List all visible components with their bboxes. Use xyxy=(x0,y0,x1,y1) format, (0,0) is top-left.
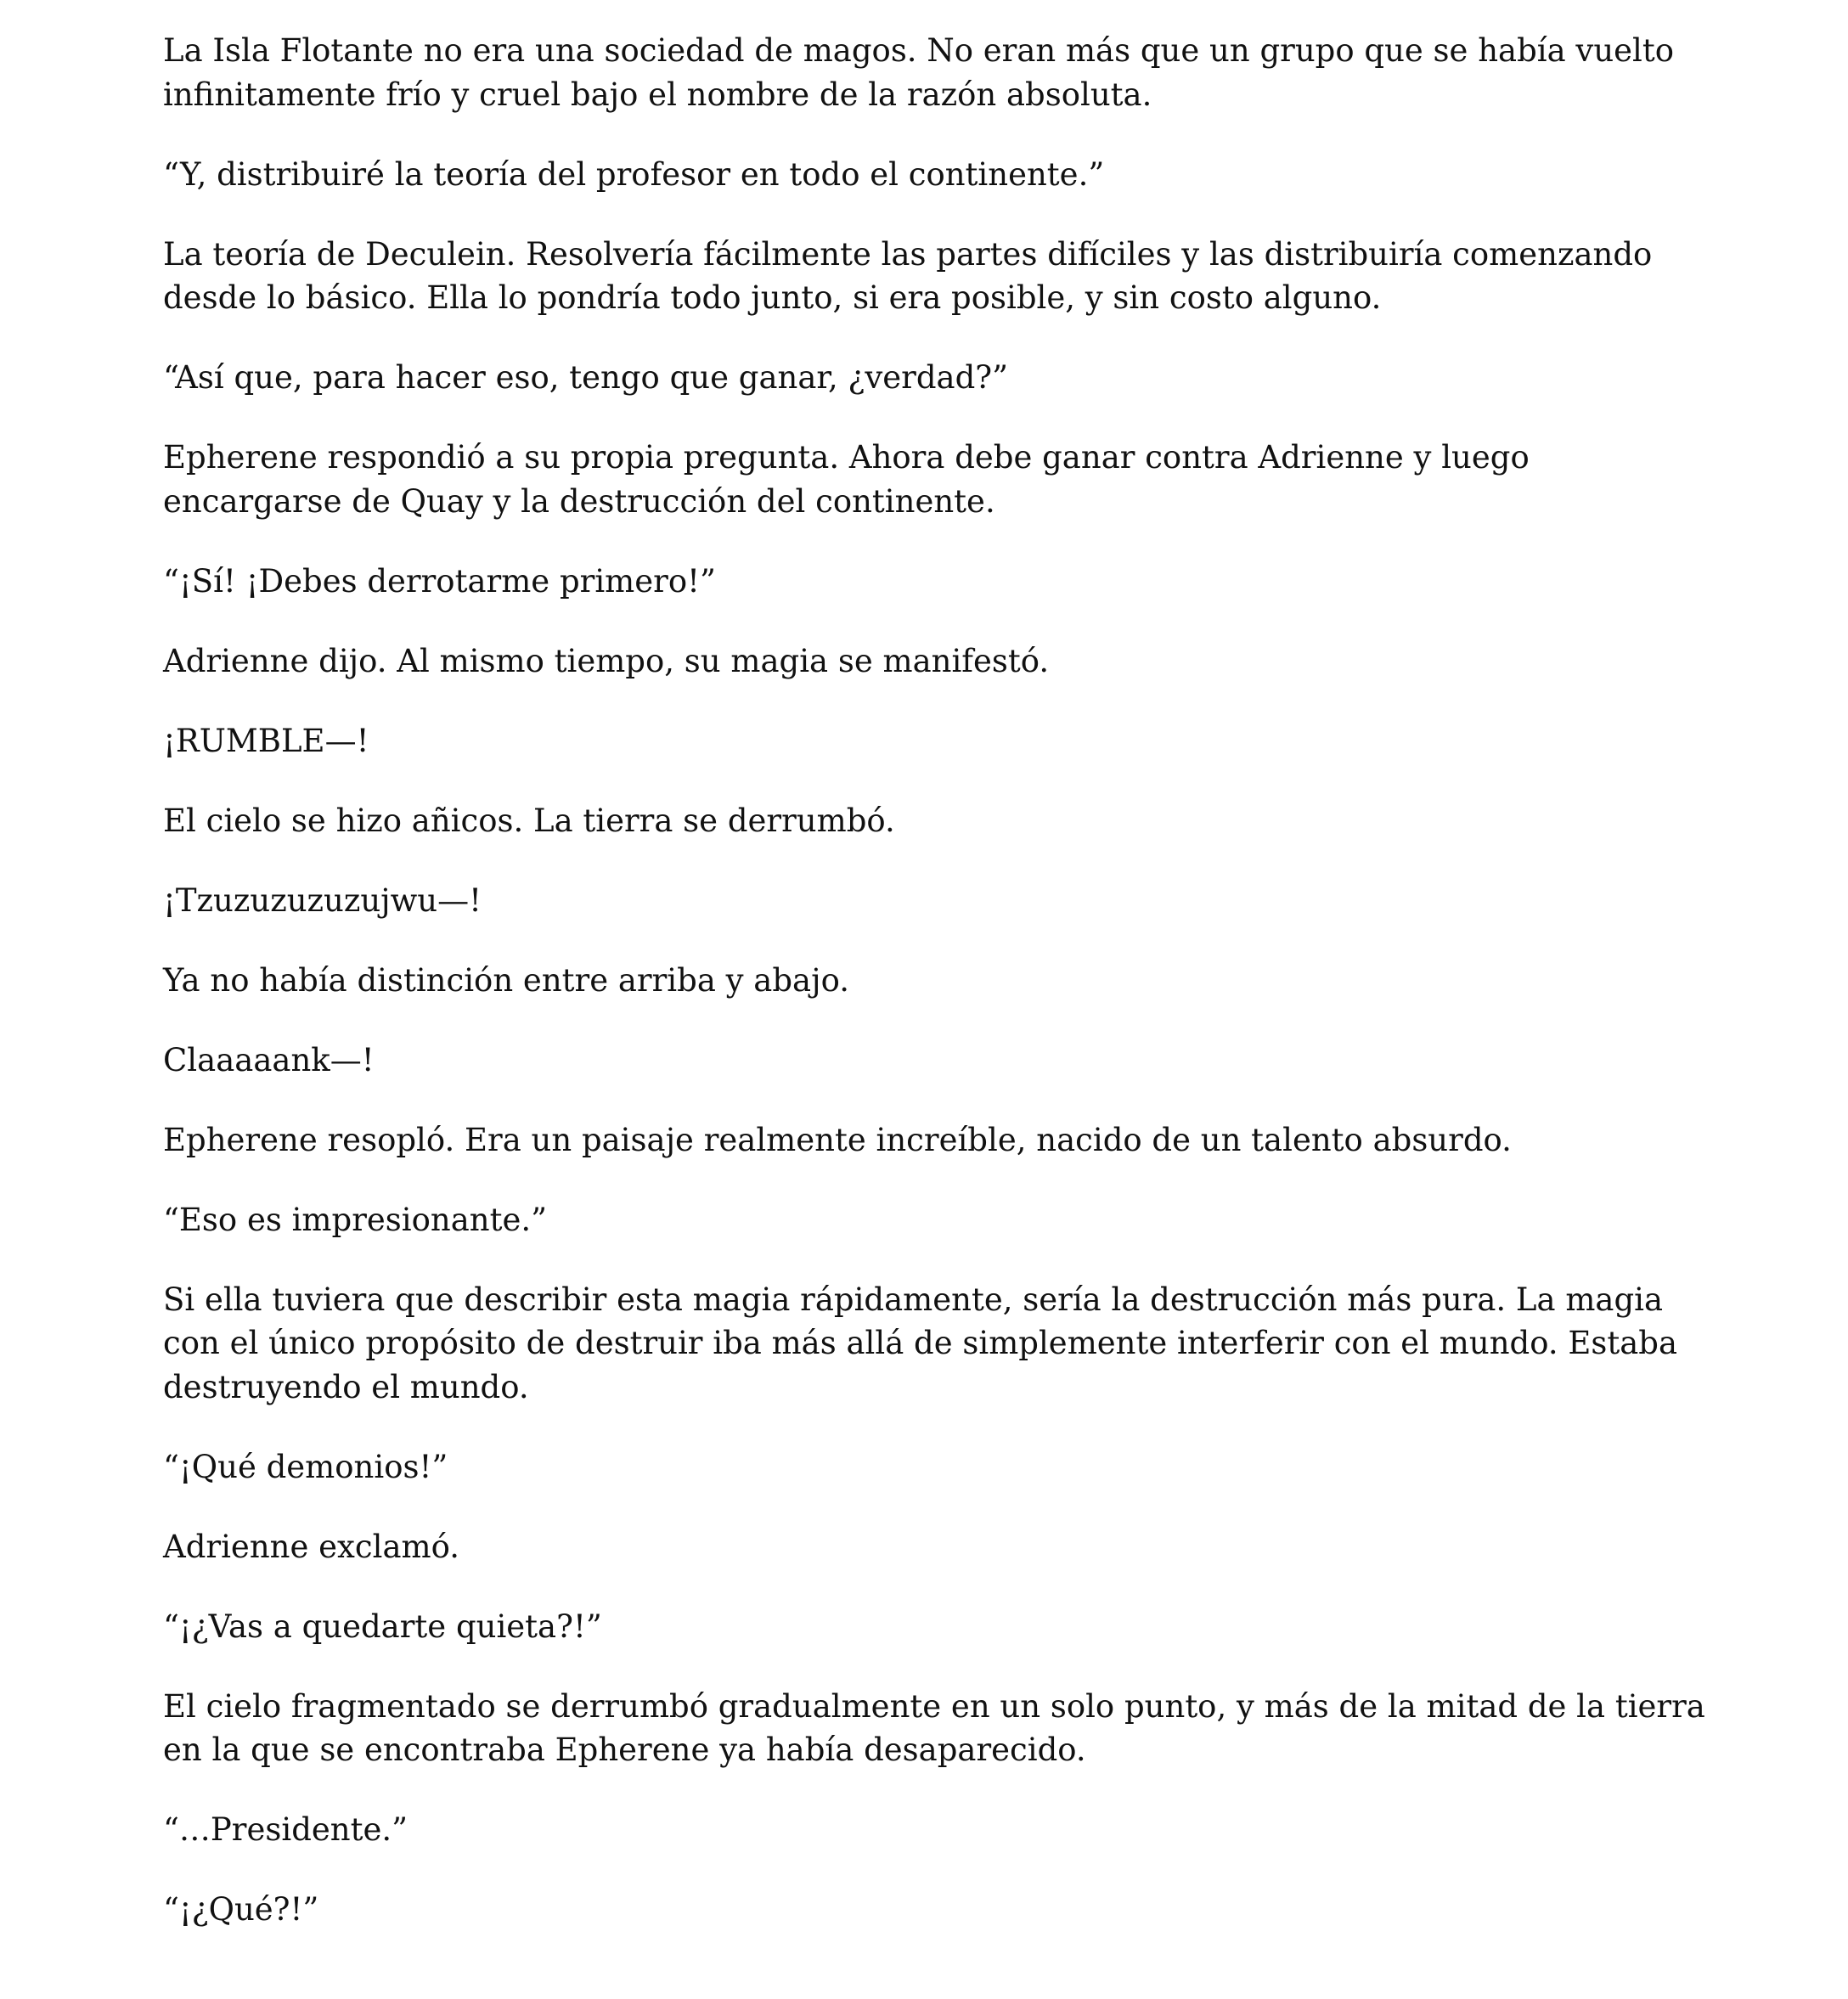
paragraph: ¡Tzuzuzuzuzujwu—! xyxy=(163,881,482,919)
paragraph: “¡¿Qué?!” xyxy=(163,1891,319,1928)
paragraph: La teoría de Deculein. Resolvería fácilmente las partes difíciles y las distribuiría comenzando desde lo básico. Ella lo pondría todo junto, si era posible, y sin costo alguno. xyxy=(163,235,1653,316)
paragraph: Epherene resopló. Era un paisaje realmente increíble, nacido de un talento absurdo. xyxy=(163,1121,1512,1158)
paragraph: La Isla Flotante no era una sociedad de magos. No eran más que un grupo que se había vuelto infinitamente frío y cruel bajo el nombre de la razón absoluta. xyxy=(163,32,1675,113)
paragraph: “¡¿Vas a quedarte quieta?!” xyxy=(163,1608,602,1645)
paragraph: El cielo se hizo añicos. La tierra se derrumbó. xyxy=(163,802,895,839)
paragraph: Si ella tuviera que describir esta magia rápidamente, sería la destrucción más pura. La magia con el único propósito de destruir iba más allá de simplemente interferir con el mundo. Estaba destruyendo el mundo. xyxy=(163,1281,1678,1405)
paragraph: ¡RUMBLE—! xyxy=(163,722,369,759)
paragraph: “¡Qué demonios!” xyxy=(163,1448,448,1485)
paragraph: “…Presidente.” xyxy=(163,1811,408,1848)
paragraph: “Eso es impresionante.” xyxy=(163,1201,548,1238)
paragraph: Adrienne dijo. Al mismo tiempo, su magia se manifestó. xyxy=(163,642,1050,679)
paragraph: Epherene respondió a su propia pregunta. Ahora debe ganar contra Adrienne y luego encargarse de Quay y la destrucción del continente. xyxy=(163,439,1530,520)
paragraph: Adrienne exclamó. xyxy=(163,1528,459,1565)
paragraph: Claaaaank—! xyxy=(163,1041,375,1078)
document-body xyxy=(163,29,1709,1932)
paragraph: El cielo fragmentado se derrumbó gradualmente en un solo punto, y más de la mitad de la tierra en la que se encontraba Epherene ya había desaparecido. xyxy=(163,1687,1705,1768)
paragraph: “Y, distribuiré la teoría del profesor en todo el continente.” xyxy=(163,155,1105,193)
paragraph: “¡Sí! ¡Debes derrotarme primero!” xyxy=(163,562,716,600)
paragraph: “Así que, para hacer eso, tengo que ganar, ¿verdad?” xyxy=(163,359,1009,396)
paragraph: Ya no había distinción entre arriba y abajo. xyxy=(163,961,849,999)
